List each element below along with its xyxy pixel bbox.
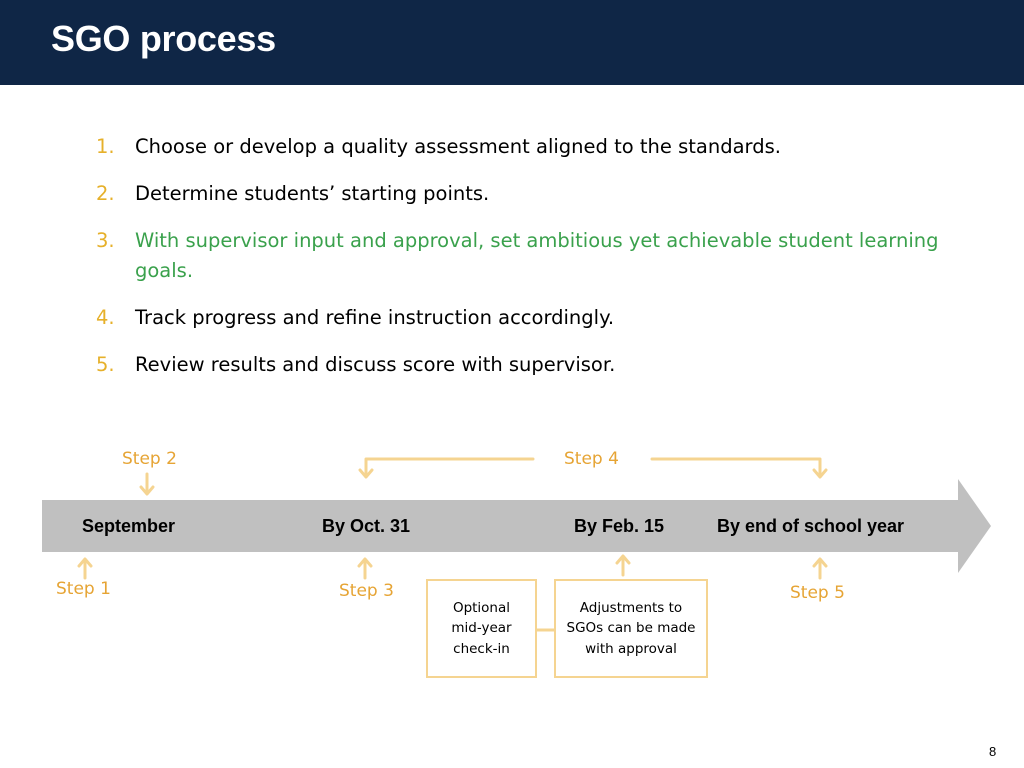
step1-arrow-icon: [79, 559, 91, 578]
step4-bracket-right-icon: [652, 459, 826, 477]
step3-label: Step 3: [339, 581, 394, 601]
step-number: 5.: [96, 353, 115, 376]
timeline-label-oct31: By Oct. 31: [322, 516, 411, 536]
step-text: With supervisor input and approval, set ambitious yet achievable student learning goals.: [135, 229, 939, 282]
step5-arrow-icon: [814, 559, 826, 578]
step-number: 3.: [96, 229, 115, 252]
page-number: 8: [989, 744, 997, 759]
step-text: Review results and discuss score with supervisor.: [135, 353, 616, 376]
step-text: Choose or develop a quality assessment aligned to the standards.: [135, 135, 781, 158]
step-text: Track progress and refine instruction accordingly.: [135, 306, 615, 329]
note-line: with approval: [585, 640, 677, 657]
note-line: check-in: [453, 640, 510, 657]
note-line: SGOs can be made: [566, 620, 696, 637]
note-mid-year-checkin: [426, 579, 537, 678]
step2-label: Step 2: [122, 449, 177, 469]
step1-label: Step 1: [56, 579, 111, 599]
step4-label: Step 4: [564, 449, 619, 469]
timeline-label-end-of-year: By end of school year: [717, 516, 905, 536]
note-adjustments: [554, 579, 708, 678]
step-number: 1.: [96, 135, 115, 158]
note-line: Adjustments to: [579, 599, 683, 616]
note-line: mid-year: [451, 620, 512, 637]
step5-label: Step 5: [790, 583, 845, 603]
timeline-label-feb15: By Feb. 15: [574, 516, 665, 536]
feb15-arrow-icon: [617, 556, 629, 575]
timeline-label-september: September: [82, 516, 176, 536]
step3-arrow-icon: [359, 559, 371, 578]
step2-arrow-icon: [141, 474, 153, 494]
slide-title: SGO process: [51, 18, 276, 59]
note-line: Optional: [452, 599, 511, 616]
step4-bracket-left-icon: [360, 459, 533, 477]
step-text: Determine students’ starting points.: [135, 182, 490, 205]
step-number: 2.: [96, 182, 115, 205]
step-number: 4.: [96, 306, 115, 329]
